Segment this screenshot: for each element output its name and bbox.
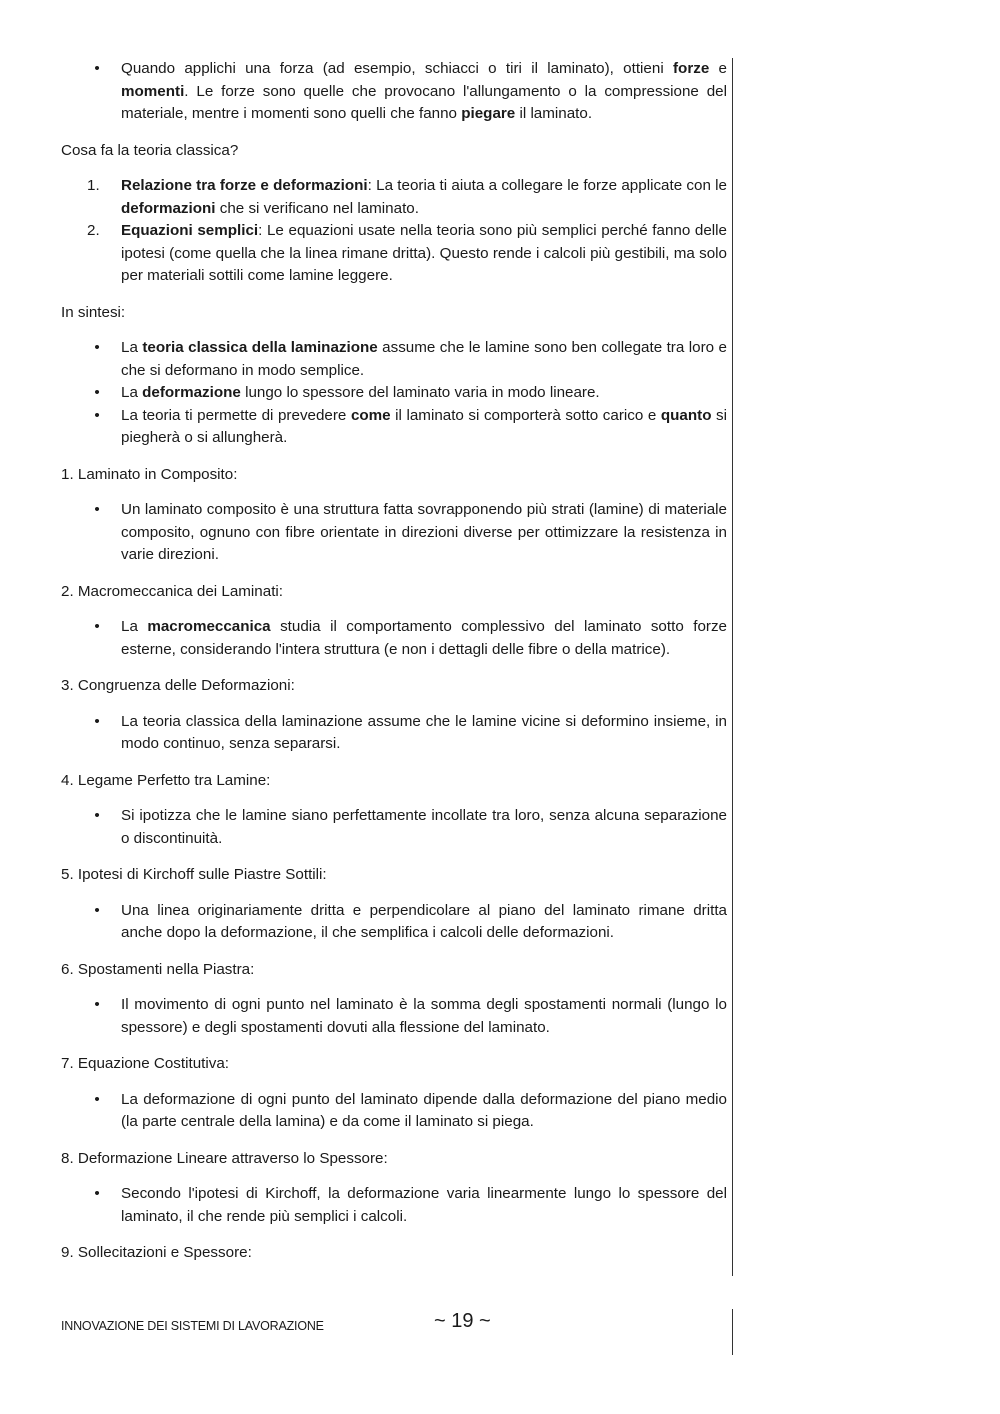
- list-number: 1.: [87, 177, 100, 194]
- section-heading: 4. Legame Perfetto tra Lamine:: [61, 771, 271, 789]
- section-heading: 3. Congruenza delle Deformazioni:: [61, 677, 295, 694]
- list-item: • Il movimento di ogni punto nel laminato è la somma degli spostamenti normali (lungo lo spessore) e degli spostamenti dovuti alla flessione del laminato.: [61, 994, 727, 1039]
- numbered-list: [61, 175, 727, 288]
- list-item: • La deformazione lungo lo spessore del laminato varia in modo lineare.: [61, 382, 727, 405]
- bullet-icon: •: [94, 712, 100, 730]
- list-item: 1. Relazione tra forze e deformazioni: La teoria ti aiuta a collegare le forze applicate con le deformazioni che si verificano nel laminato.: [87, 177, 728, 217]
- list-item: • La macromeccanica studia il comportamento complessivo del laminato sotto forze esterne, considerando l'intera struttura (e non i dettagli delle fibre o della matrice).: [61, 616, 727, 661]
- section-heading: Cosa fa la teoria classica?: [61, 141, 239, 159]
- section-heading: 7. Equazione Costitutiva:: [61, 1055, 230, 1072]
- bullet-list: [61, 1089, 727, 1134]
- section-heading: 1. Laminato in Composito:: [61, 465, 238, 483]
- footer-margin-rule: [732, 1309, 733, 1355]
- footer-title: INNOVAZIONE DEI SISTEMI DI LAVORAZIONE: [61, 1319, 324, 1333]
- bullet-list: [61, 1183, 727, 1228]
- list-item: • Si ipotizza che le lamine siano perfettamente incollate tra loro, senza alcuna separazione o discontinuità.: [61, 805, 727, 850]
- bullet-icon: •: [94, 339, 100, 356]
- bullet-icon: •: [94, 807, 100, 824]
- list-item: • Un laminato composito è una struttura fatta sovrapponendo più strati (lamine) di materiale composito, ognuno con fibre orientate in direzioni diverse per ottimizzare la resistenza in varie direzioni.: [61, 499, 727, 567]
- section-heading: 5. Ipotesi di Kirchoff sulle Piastre Sottili:: [61, 866, 327, 883]
- bullet-list: [61, 994, 727, 1039]
- bullet-list: [61, 900, 727, 945]
- section-heading: In sintesi:: [61, 303, 126, 321]
- list-item: • Secondo l'ipotesi di Kirchoff, la deformazione varia linearmente lungo lo spessore del laminato, il che rende più semplici i calcoli.: [61, 1183, 727, 1228]
- section-heading: 9. Sollecitazioni e Spessore:: [61, 1244, 252, 1261]
- bullet-list: [61, 711, 727, 756]
- bullet-icon: •: [94, 406, 100, 424]
- list-item: • Quando applichi una forza (ad esempio, schiacci o tiri il laminato), ottieni forze e momenti. Le forze sono quelle che provocano l'allungamento o la compressione del materiale, mentre i momenti sono quelli che fanno piegare il laminato.: [61, 58, 727, 126]
- list-number: 2.: [87, 222, 100, 239]
- bullet-icon: •: [94, 501, 100, 518]
- bullet-icon: •: [94, 384, 100, 401]
- bullet-icon: •: [94, 1185, 100, 1202]
- bullet-icon: •: [94, 60, 100, 77]
- bullet-icon: •: [94, 996, 100, 1013]
- section-heading: 2. Macromeccanica dei Laminati:: [61, 582, 284, 600]
- bullet-list: [61, 616, 727, 661]
- list-item: • La teoria classica della laminazione assume che le lamine vicine si deformino insieme, in modo continuo, senza separarsi.: [61, 711, 727, 756]
- section-heading: 6. Spostamenti nella Piastra:: [61, 960, 255, 978]
- bullet-icon: •: [94, 1090, 100, 1108]
- list-item: 2. Equazioni semplici: Le equazioni usate nella teoria sono più semplici perché fanno delle ipotesi (come quella che la linea rimane dritta). Questo rende i calcoli più gestibili, ma solo per materiali sottili come lamine leggere.: [87, 222, 728, 284]
- list-item: • La teoria ti permette di prevedere come il laminato si comporterà sotto carico e quanto si piegherà o si allungherà.: [61, 405, 727, 450]
- section-heading: 8. Deformazione Lineare attraverso lo Spessore:: [61, 1149, 388, 1167]
- bullet-list: [61, 805, 727, 850]
- right-margin-rule: [732, 58, 733, 1276]
- bullet-list: [61, 499, 727, 567]
- page-number: ~ 19 ~: [434, 1310, 491, 1332]
- list-item: • Una linea originariamente dritta e perpendicolare al piano del laminato rimane dritta anche dopo la deformazione, il che semplifica i calcoli delle deformazioni.: [61, 900, 727, 945]
- page-content: [61, 58, 727, 1278]
- intro-list: [61, 58, 727, 126]
- bullet-icon: •: [94, 618, 100, 635]
- list-item: • La teoria classica della laminazione assume che le lamine sono ben collegate tra loro e che si deformano in modo semplice.: [61, 337, 727, 382]
- bullet-list: [61, 337, 727, 450]
- bullet-icon: •: [94, 901, 100, 919]
- list-item: • La deformazione di ogni punto del laminato dipende dalla deformazione del piano medio (la parte centrale della lamina) e da come il laminato si piega.: [61, 1089, 727, 1134]
